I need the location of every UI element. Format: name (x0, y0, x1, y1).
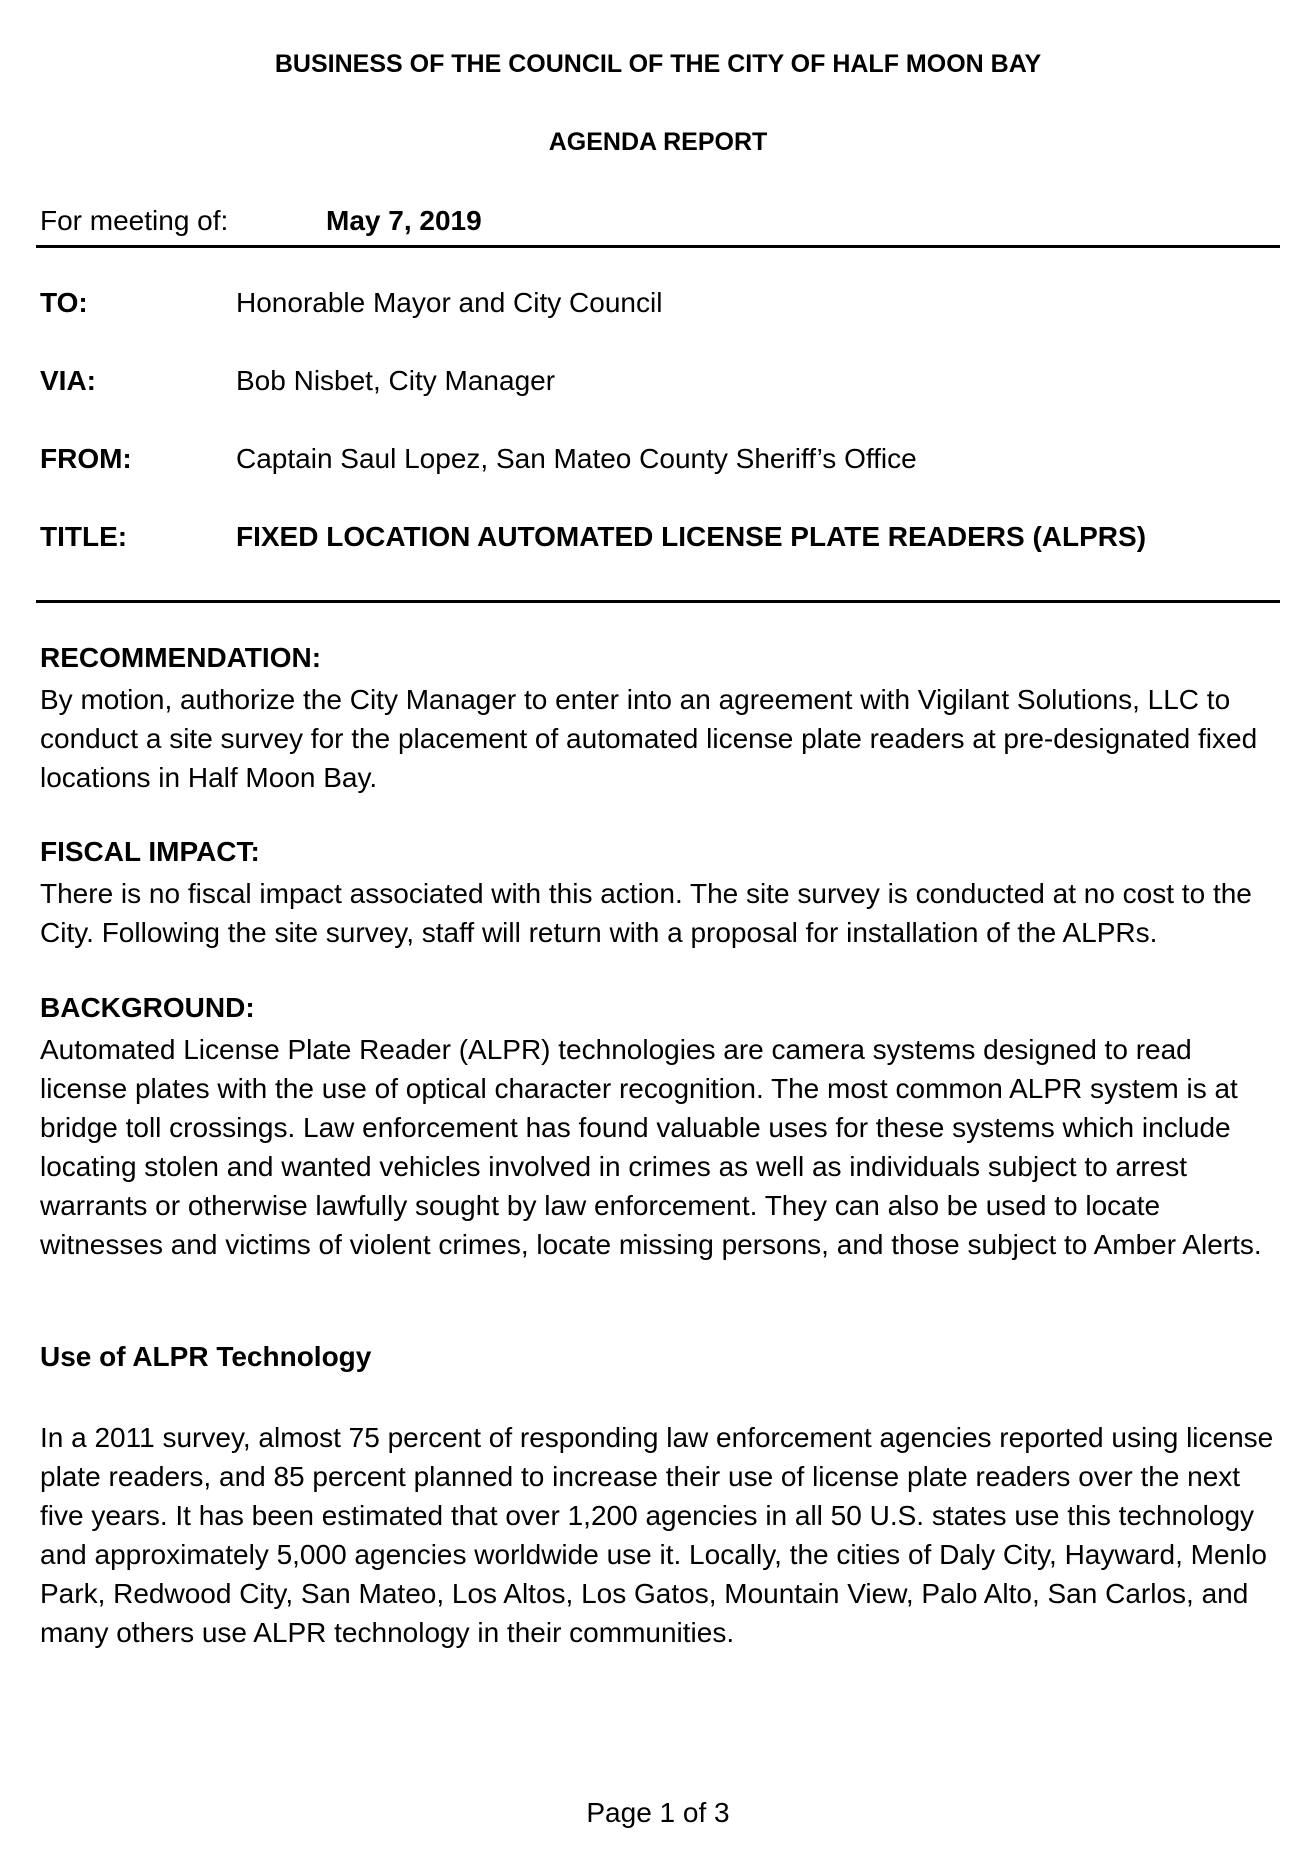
agenda-report-title: AGENDA REPORT (548, 128, 768, 156)
meeting-label: For meeting of: (40, 205, 229, 236)
recommendation-heading: RECOMMENDATION: (40, 642, 322, 673)
background-heading: BACKGROUND: (40, 992, 255, 1023)
memo-from-row (40, 443, 917, 475)
fiscal-impact-text: There is no fiscal impact associated with this action. The site survey is conducted at no cost to the City. Following the site survey, staff will return with a proposal for installation of the ALPRs. (40, 878, 1252, 948)
alpr-use-heading: Use of ALPR Technology (40, 1341, 372, 1372)
memo-title-value: FIXED LOCATION AUTOMATED LICENSE PLATE READERS (ALPRS) (236, 521, 1147, 552)
meeting-line (40, 205, 482, 237)
header-divider-top (36, 245, 1280, 248)
council-title: BUSINESS OF THE COUNCIL OF THE CITY OF HALF MOON BAY (274, 50, 1042, 78)
page-number: Page 1 of 3 (586, 1797, 730, 1828)
memo-via-label: VIA: (40, 365, 96, 396)
memo-title-label: TITLE: (40, 521, 128, 552)
meeting-date: May 7, 2019 (326, 205, 482, 236)
memo-to-row (40, 287, 662, 319)
header-divider-bottom (36, 600, 1280, 603)
memo-title-row (40, 521, 1146, 553)
memo-from-value: Captain Saul Lopez, San Mateo County Sheriff’s Office (236, 443, 917, 474)
memo-from-label: FROM: (40, 443, 132, 474)
memo-via-value: Bob Nisbet, City Manager (236, 365, 556, 396)
memo-to-value: Honorable Mayor and City Council (236, 287, 663, 318)
memo-via-row (40, 365, 555, 397)
fiscal-impact-heading: FISCAL IMPACT: (40, 836, 260, 867)
background-text: Automated License Plate Reader (ALPR) technologies are camera systems designed to read license plates with the use of optical character recognition. The most common ALPR system is at bridge toll crossings. Law enforcement has found valuable uses for these systems which include locating stolen and wanted vehicles involved in crimes as well as individuals subject to arrest warrants or otherwise lawfully sought by law enforcement. They can also be used to locate witnesses and victims of violent crimes, locate missing persons, and those subject to Amber Alerts. (40, 1034, 1262, 1260)
document-page (36, 0, 1280, 1856)
memo-to-label: TO: (40, 287, 88, 318)
recommendation-text: By motion, authorize the City Manager to enter into an agreement with Vigilant Solutions, LLC to conduct a site survey for the placement of automated license plate readers at pre-designated fixed locations in Half Moon Bay. (40, 684, 1258, 793)
alpr-use-text: In a 2011 survey, almost 75 percent of responding law enforcement agencies reported using license plate readers, and 85 percent planned to increase their use of license plate readers over the next five years. It has been estimated that over 1,200 agencies in all 50 U.S. states use this technology and approximately 5,000 agencies worldwide use it. Locally, the cities of Daly City, Hayward, Menlo Park, Redwood City, San Mateo, Los Altos, Los Gatos, Mountain View, Palo Alto, San Carlos, and many others use ALPR technology in their communities. (40, 1422, 1274, 1648)
